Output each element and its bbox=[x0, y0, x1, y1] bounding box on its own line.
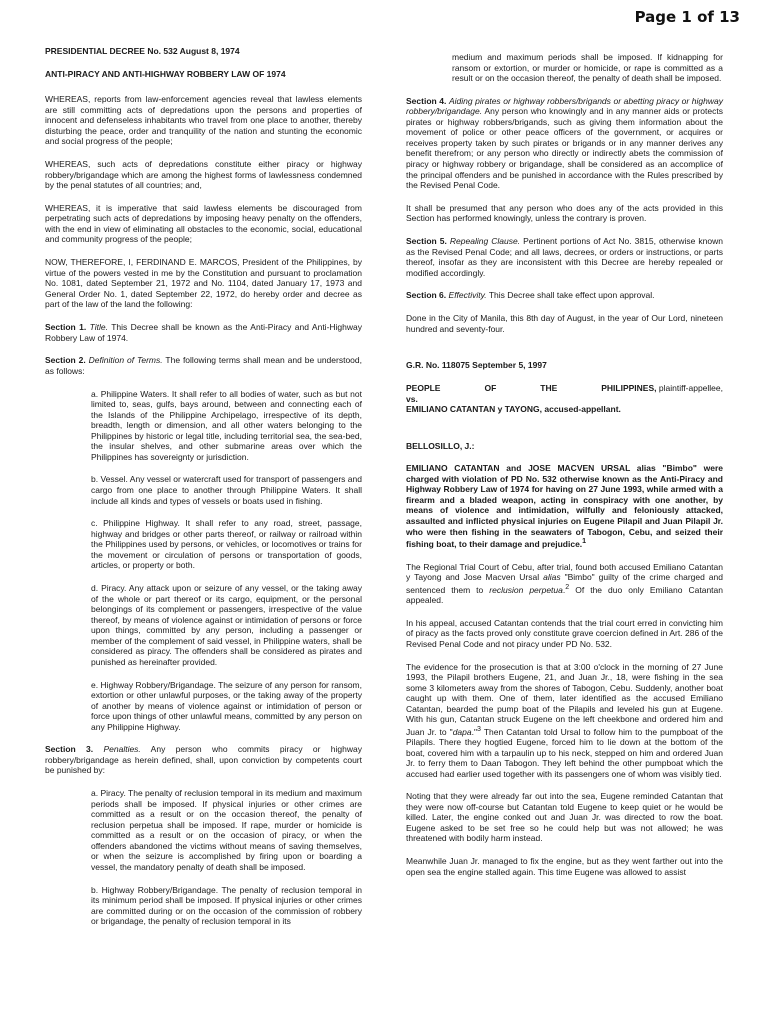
section-4-heading: Aiding pirates or highway robbers/brigands or abetting piracy or highway robbery/brigandage. bbox=[406, 95, 723, 117]
accused-appellant: EMILIANO CATANTAN y TAYONG, accused-appellant. bbox=[406, 404, 621, 415]
section-6-heading: Effectivity. bbox=[448, 290, 487, 301]
party-plaintiff bbox=[601, 383, 723, 394]
party-word-3: THE bbox=[540, 383, 558, 393]
rtc-alias: alias bbox=[543, 572, 561, 583]
rtc-text-c: Of the duo only Emiliano Catantan appealed. bbox=[406, 584, 723, 605]
penalty-b-continued: medium and maximum periods shall be imposed. If kidnapping for ransom or extortion, or murder or homicide, or rape is committed as a result or on the occasion thereof, the penalty of death shall be imposed. bbox=[452, 52, 723, 84]
evidence-quote-end: ." bbox=[471, 726, 477, 737]
appeal-paragraph: In his appeal, accused Catantan contends that the trial court erred in convicting him of piracy as the facts proved only constitute grave coercion defined in Art. 286 of the Revised Penal Code and not piracy under PD No. 532. bbox=[406, 617, 723, 649]
section-5-heading: Repealing Clause. bbox=[449, 236, 521, 246]
penalty-b: b. Highway Robbery/Brigandage. The penalty of reclusion temporal in its minimum period shall be imposed. If physical injuries or other crimes are committed during or on the occasion of the commission of robbery or brigandage, the penalty of reclusion temporal in its bbox=[91, 884, 362, 927]
spacer bbox=[406, 346, 723, 360]
whereas-2: WHEREAS, such acts of depredations constitute either piracy or highway robbery/brigandage which are among the highest forms of lawlessness condemned by the penal statutes of all countries; and, bbox=[45, 159, 362, 191]
definition-b: b. Vessel. Any vessel or watercraft used for transport of passengers and cargo from one place to another through Philippine Waters. It shall include all kinds and types of vessels or boats used in fishing. bbox=[91, 474, 362, 506]
section-2-text: The following terms shall mean and be understood, as follows: bbox=[45, 355, 362, 376]
meanwhile-paragraph: Meanwhile Juan Jr. managed to fix the engine, but as they went farther out into the open sea the engine stalled again. This time Eugene was allowed to assist bbox=[406, 856, 723, 877]
page-number: Page 1 of 13 bbox=[634, 8, 740, 26]
party-word-2: OF bbox=[484, 383, 497, 393]
evidence-text-a: The evidence for the prosecution is that at 3:00 o'clock in the morning of 27 June 1993, the Pilapil brothers Eugene, 21, and Juan Jr., 18, were fishing in the sea some 3 kilometers away from the shores of Tabogon, Cebu. Suddenly, another boat caught up with them. One of them, later identified as the accused Emiliano Catantan, bearded the pump boat of the Pilapils and leveled his gun at Eugene. With his gun, Catantan struck Eugene on the left cheekbone and ordered him and Juan Jr. to " bbox=[406, 661, 723, 737]
section-4-presumption: It shall be presumed that any person who does any of the acts provided in this Section has performed knowingly, unless the contrary is proven. bbox=[406, 202, 723, 224]
section-6-text: This Decree shall take effect upon approval. bbox=[486, 290, 655, 301]
section-4 bbox=[406, 96, 723, 191]
section-6-label: Section 6. bbox=[406, 290, 447, 301]
case-gr-number: G.R. No. 118075 September 5, 1997 bbox=[406, 360, 547, 371]
noting-paragraph: Noting that they were already far out into the sea, Eugene reminded Catantan that they were now off-course but Catantan told Eugene to keep quiet or he would be killed. Later, the engine conked out and Juan Jr. was directed to row the boat. Eugene asked to be set free so he could help but was not allowed; he was threatened with bodily harm instead. bbox=[406, 791, 723, 844]
whereas-1: WHEREAS, reports from law-enforcement agencies reveal that lawless elements are still committing acts of depredations upon the persons and properties of innocent and defenseless inhabitants who travel from one place to another, thereby disturbing the peace, order and tranquility of the nation and stunting the economic and social progress of the people; bbox=[45, 94, 362, 147]
definition-c: c. Philippine Highway. It shall refer to any road, street, passage, highway and bridges or other parts thereof, or railway or railroad within the Philippines used by persons, or vehicles, or locomotives or trains for the movement or circulation of persons or transportation of goods, articles, or property or both. bbox=[91, 518, 362, 571]
lead-paragraph bbox=[406, 463, 723, 549]
section-1 bbox=[45, 322, 362, 343]
right-column bbox=[406, 52, 723, 889]
section-1-text: This Decree shall be known as the Anti-Piracy and Anti-Highway Robbery Law of 1974. bbox=[45, 322, 362, 343]
section-6 bbox=[406, 290, 723, 301]
definition-a: a. Philippine Waters. It shall refer to all bodies of water, such as but not limited to, seas, gulfs, bays around, between and connecting each of the Islands of the Philippine Archipelago, irrespective of its depth, breadth, length or dimension, and all other waters belonging to the Philippines by historic or legal title, including territorial sea, the sea-bed, the insular shelves, and other submarine areas over which the Philippines has sovereignty or jurisdiction. bbox=[91, 388, 362, 462]
rtc-period: . bbox=[562, 584, 566, 595]
footnote-2: 2 bbox=[565, 582, 570, 591]
decree-subtitle: ANTI-PIRACY AND ANTI-HIGHWAY ROBBERY LAW OF 1974 bbox=[45, 68, 286, 79]
section-3-heading: Penalties. bbox=[103, 744, 141, 755]
section-1-label: Section 1. bbox=[45, 322, 87, 333]
spacer bbox=[406, 427, 723, 441]
section-3-text: Any person who commits piracy or highway robbery/brigandage as herein defined, shall, upon conviction by competents court be punished by: bbox=[45, 744, 362, 776]
rtc-text-a: The Regional Trial Court of Cebu, after trial, found both accused Emiliano Catantan y Tayong and Jose Macven Ursal bbox=[406, 561, 723, 583]
left-column bbox=[45, 46, 362, 939]
section-2 bbox=[45, 355, 362, 376]
decree-title: PRESIDENTIAL DECREE No. 532 August 8, 1974 bbox=[45, 46, 240, 56]
footnote-3: 3 bbox=[477, 724, 481, 733]
lead-text: EMILIANO CATANTAN and JOSE MACVEN URSAL alias "Bimbo" were charged with violation of PD No. 532 otherwise known as the Anti-Piracy and Highway Robbery Law of 1974 for having on 27 June 1993, while armed with a firearm and a bladed weapon, acting in conspiracy with one another, by means of violence and intimidation, wilfully and feloniously attacked, assaulted and inflicted physical injuries on Eugene Pilapil and Juan Pilapil Jr. who were then fishing in the seawaters of Tabogon, Cebu, and seized their fishing boat, to their damage and prejudice. bbox=[406, 463, 723, 549]
section-5-label: Section 5. bbox=[406, 236, 447, 246]
done-at-manila: Done in the City of Manila, this 8th day of August, in the year of Our Lord, nineteen hundred and seventy-four. bbox=[406, 313, 723, 334]
definition-d: d. Piracy. Any attack upon or seizure of any vessel, or the taking away of the whole or part thereof or its cargo, equipment, or the personal belongings of its complement or passengers, irrespective of the value thereof, by means of violence against or intimidation of persons or force upon things, committed by any person, including a passenger or member of the complement of said vessel, in Philippine waters, shall be considered as piracy. The offenders shall be considered as pirates and punished as hereinafter provided. bbox=[91, 583, 362, 667]
versus: vs. bbox=[406, 393, 418, 404]
section-2-label: Section 2. bbox=[45, 355, 86, 366]
section-1-heading: Title. bbox=[89, 322, 108, 333]
section-4-label: Section 4. bbox=[406, 95, 447, 106]
now-therefore: NOW, THEREFORE, I, FERDINAND E. MARCOS, President of the Philippines, by virtue of the powers vested in me by the Constitution and pursuant to proclamation No. 1081, dated September 21, 1972 and No. 1104, dated January 17, 1973 and General Order No. 1, dated September 22, 1972, do hereby order and decree as part of the law of the land the following: bbox=[45, 257, 362, 310]
party-role: plaintiff-appellee, bbox=[656, 383, 723, 393]
rtc-reclusion-perpetua: reclusion perpetua bbox=[489, 584, 563, 595]
evidence-paragraph bbox=[406, 662, 723, 780]
rtc-text-b: "Bimbo" guilty of the crime charged and sentenced them to bbox=[406, 572, 723, 595]
penalty-a: a. Piracy. The penalty of reclusion temporal in its medium and maximum periods shall be imposed. If physical injuries or other crimes are committed as a result or on the occasion thereof, the penalty of reclusion perpetua shall be imposed. If rape, murder or homicide is committed as a result or on the occasion of piracy, or when the offenders abandoned the victims without means of saving themselves, or when the seizure is accomplished by firing upon or boarding a vessel, the mandatory penalty of death shall be imposed. bbox=[91, 788, 362, 872]
section-5 bbox=[406, 236, 723, 278]
case-parties bbox=[406, 383, 723, 415]
section-3-label: Section 3. bbox=[45, 744, 94, 755]
footnote-1: 1 bbox=[582, 537, 587, 546]
rtc-paragraph bbox=[406, 562, 723, 606]
evidence-dapa: dapa bbox=[452, 726, 472, 737]
whereas-3: WHEREAS, it is imperative that said lawless elements be discouraged from perpetrating such acts of depredations by imposing heavy penalty on the offenders, with the end in view of eliminating all obstacles to the economic, social, educational and community progress of the people; bbox=[45, 202, 362, 245]
section-2-heading: Definition of Terms. bbox=[88, 355, 163, 366]
party-word-4: PHILIPPINES, bbox=[601, 383, 657, 393]
section-3 bbox=[45, 744, 362, 776]
definition-e: e. Highway Robbery/Brigandage. The seizure of any person for ransom, extortion or other unlawful purposes, or the taking away of the property of another by means of violence against or intimidation of person or force upon things of other unlawful means, committed by any person on any Philippine Highway. bbox=[91, 679, 362, 732]
party-word-1: PEOPLE bbox=[406, 383, 441, 393]
section-5-text: Pertinent portions of Act No. 3815, otherwise known as the Revised Penal Code; and all laws, decrees, or orders or instructions, or parts thereof, insofar as they are inconsistent with this Decree are hereby repealed or modified accordingly. bbox=[406, 236, 723, 278]
ponente: BELLOSILLO, J.: bbox=[406, 440, 475, 451]
section-4-text: Any person who knowingly and in any manner aids or protects pirates or highway robbers/brigands, such as giving them information about the movement of police or other peace officers of the government, or acquires or receives property taken by such pirates or brigands or in any manner derives any benefit therefrom; or any person who directly or indirectly abets the commission of piracy or highway robbery or brigandage, shall be considered as an accomplice of the principal offenders and be punished in accordance with the Rules prescribed by the Revised Penal Code. bbox=[406, 106, 723, 191]
evidence-text-b: Then Catantan told Ursal to follow him to the pumpboat of the Pilapils. There they hogtied Eugene, forced him to lie down at the bottom of the boat, covered him with a tarpaulin up to his neck, stepped on him and ordered Juan Jr. to ferry them to Daan Tabogon. They left behind the other pumpboat which the accused had earlier used together with its passengers one of whom was visibly tied. bbox=[406, 726, 723, 779]
party-line bbox=[406, 383, 723, 394]
